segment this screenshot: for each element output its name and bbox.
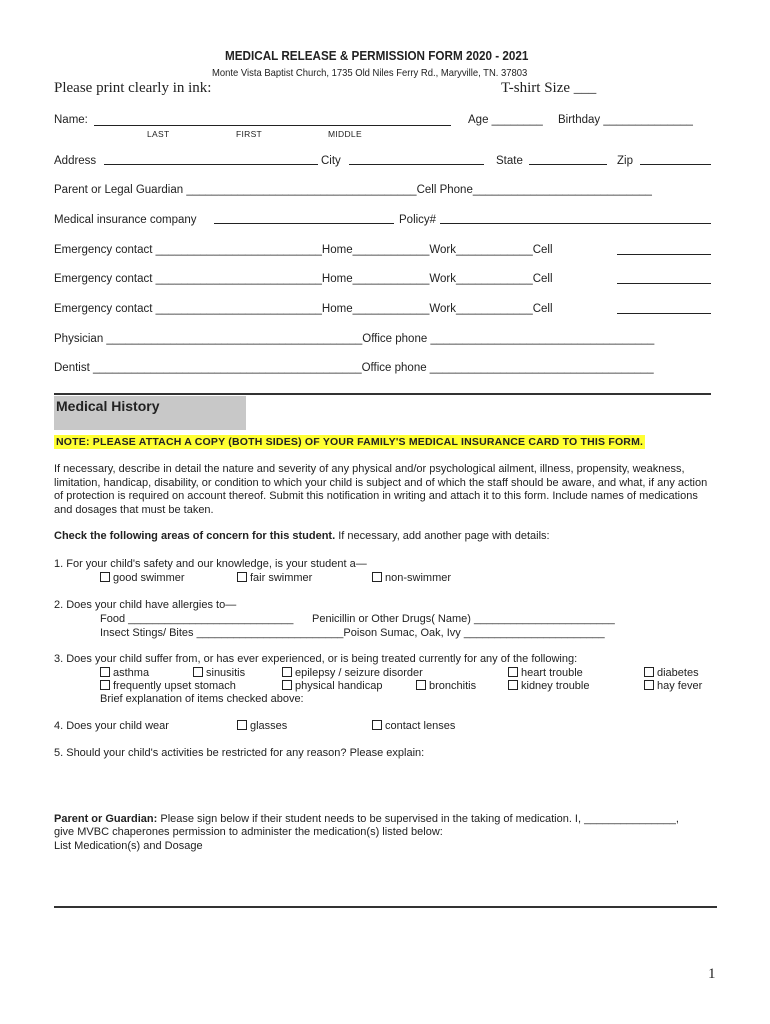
- guardian-permission-line2: give MVBC chaperones permission to administer the medication(s) listed below:: [54, 826, 443, 838]
- middle-label: MIDDLE: [328, 129, 362, 139]
- option-kidney-trouble[interactable]: [508, 680, 590, 692]
- insurance-card-note: NOTE: PLEASE ATTACH A COPY (BOTH SIDES) OF YOUR FAMILY'S MEDICAL INSURANCE CARD TO THIS FORM.: [56, 436, 644, 448]
- option-label: good swimmer: [113, 572, 185, 584]
- food-allergy-field[interactable]: Food ___________________________: [100, 613, 294, 625]
- dentist-field[interactable]: Dentist __________________________________________Office phone ___________________________________: [54, 362, 654, 374]
- first-label: FIRST: [236, 129, 263, 139]
- checkbox-icon[interactable]: [193, 667, 203, 677]
- option-epilepsy[interactable]: [282, 667, 423, 679]
- zip-label: Zip: [617, 155, 633, 167]
- check-instructions: [54, 530, 550, 542]
- checkbox-icon[interactable]: [100, 680, 110, 690]
- guardian-permission-text[interactable]: Please sign below if their student needs to be supervised in the taking of medication. I, _______________,: [157, 813, 679, 825]
- question-5: 5. Should your child's activities be restricted for any reason? Please explain:: [54, 747, 425, 759]
- checkbox-icon[interactable]: [237, 720, 247, 730]
- option-diabetes[interactable]: [644, 667, 699, 679]
- church-address: Monte Vista Baptist Church, 1735 Old Niles Ferry Rd., Maryville, TN. 37803: [212, 67, 528, 79]
- option-label: non-swimmer: [385, 572, 452, 584]
- option-heart-trouble[interactable]: [508, 667, 583, 679]
- insurance-input-line[interactable]: [214, 223, 394, 224]
- option-upset-stomach[interactable]: [100, 680, 236, 692]
- check-instructions-bold: Check the following areas of concern for this student.: [54, 530, 336, 542]
- option-label: sinusitis: [206, 667, 246, 679]
- option-label: hay fever: [657, 680, 703, 692]
- name-label: Name:: [54, 114, 88, 126]
- checkbox-icon[interactable]: [372, 720, 382, 730]
- option-sinusitis[interactable]: [193, 667, 245, 679]
- insurance-label: Medical insurance company: [54, 214, 197, 226]
- emergency-cell-line-1[interactable]: [617, 254, 711, 255]
- option-glasses[interactable]: [237, 720, 287, 732]
- check-instructions-rest: If necessary, add another page with details:: [335, 530, 550, 542]
- checkbox-icon[interactable]: [416, 680, 426, 690]
- option-label: asthma: [113, 667, 150, 679]
- tshirt-size-field[interactable]: T-shirt Size ___: [501, 80, 597, 96]
- state-label: State: [496, 155, 523, 167]
- option-physical-handicap[interactable]: [282, 680, 382, 692]
- medication-list-label: List Medication(s) and Dosage: [54, 840, 203, 852]
- option-label: diabetes: [657, 667, 699, 679]
- question-4: 4. Does your child wear: [54, 720, 169, 732]
- option-bronchitis[interactable]: [416, 680, 476, 692]
- emergency-cell-line-2[interactable]: [617, 283, 711, 284]
- insect-allergy-field[interactable]: Insect Stings/ Bites ________________________Poison Sumac, Oak, Ivy _______________________: [100, 627, 605, 639]
- drug-allergy-field[interactable]: Penicillin or Other Drugs( Name) _______________________: [312, 613, 615, 625]
- state-input-line[interactable]: [529, 164, 607, 165]
- option-label: kidney trouble: [521, 680, 590, 692]
- option-fair-swimmer[interactable]: [237, 572, 312, 584]
- question-3: 3. Does your child suffer from, or has ever experienced, or is being treated currently for any of the following:: [54, 653, 578, 665]
- emergency-contact-3[interactable]: Emergency contact __________________________Home____________Work____________Cell: [54, 303, 553, 315]
- option-label: glasses: [250, 720, 288, 732]
- print-note: Please print clearly in ink:: [54, 80, 212, 96]
- question-1: 1. For your child's safety and our knowledge, is your student a—: [54, 558, 367, 570]
- address-label: Address: [54, 155, 97, 167]
- emergency-cell-line-3[interactable]: [617, 313, 711, 314]
- medical-history-title: Medical History: [56, 398, 160, 414]
- guardian-permission-bold: Parent or Guardian:: [54, 813, 158, 825]
- guardian-permission: [54, 813, 679, 825]
- guardian-field[interactable]: Parent or Legal Guardian ____________________________________Cell Phone____________________________: [54, 184, 652, 196]
- option-label: contact lenses: [385, 720, 456, 732]
- name-input-line[interactable]: [94, 125, 451, 126]
- option-label: physical handicap: [295, 680, 383, 692]
- checkbox-icon[interactable]: [282, 680, 292, 690]
- checkbox-icon[interactable]: [508, 680, 518, 690]
- option-contact-lenses[interactable]: [372, 720, 455, 732]
- checkbox-icon[interactable]: [644, 667, 654, 677]
- intro-paragraph: If necessary, describe in detail the nature and severity of any physical and/or psychological ailment, illness, propensity, weakness, limitation, handicap, disability, or condition to which your child is subject and of which the staff should be aware, and what, if any action of protection is required on account thereof. Submit this notification in writing and attach it to this form. Include names of medications and dosages that must be taken.: [54, 463, 708, 516]
- emergency-contact-1[interactable]: Emergency contact __________________________Home____________Work____________Cell: [54, 244, 553, 256]
- section-divider: [54, 393, 711, 395]
- option-label: frequently upset stomach: [113, 680, 236, 692]
- option-label: bronchitis: [429, 680, 477, 692]
- checkbox-icon[interactable]: [100, 667, 110, 677]
- city-input-line[interactable]: [349, 164, 484, 165]
- checkbox-icon[interactable]: [508, 667, 518, 677]
- physician-field[interactable]: Physician ________________________________________Office phone ___________________________________: [54, 333, 655, 345]
- address-input-line[interactable]: [104, 164, 318, 165]
- option-label: epilepsy / seizure disorder: [295, 667, 423, 679]
- city-label: City: [321, 155, 341, 167]
- page-number: 1: [708, 966, 716, 982]
- birthday-field[interactable]: Birthday ______________: [558, 114, 693, 126]
- option-label: heart trouble: [521, 667, 583, 679]
- form-title: MEDICAL RELEASE & PERMISSION FORM 2020 - 2021: [225, 48, 529, 63]
- checkbox-icon[interactable]: [372, 572, 382, 582]
- question-2: 2. Does your child have allergies to—: [54, 599, 237, 611]
- policy-label: Policy#: [399, 214, 437, 226]
- option-non-swimmer[interactable]: [372, 572, 451, 584]
- medical-history-header: [54, 396, 246, 430]
- option-asthma[interactable]: [100, 667, 149, 679]
- age-field[interactable]: Age ________: [468, 114, 543, 126]
- brief-explanation-label: Brief explanation of items checked above:: [100, 693, 304, 705]
- checkbox-icon[interactable]: [282, 667, 292, 677]
- footer-divider: [54, 906, 717, 908]
- option-hay-fever[interactable]: [644, 680, 702, 692]
- checkbox-icon[interactable]: [100, 572, 110, 582]
- checkbox-icon[interactable]: [644, 680, 654, 690]
- last-label: LAST: [147, 129, 170, 139]
- option-good-swimmer[interactable]: [100, 572, 185, 584]
- checkbox-icon[interactable]: [237, 572, 247, 582]
- emergency-contact-2[interactable]: Emergency contact __________________________Home____________Work____________Cell: [54, 273, 553, 285]
- option-label: fair swimmer: [250, 572, 313, 584]
- policy-input-line[interactable]: [440, 223, 711, 224]
- zip-input-line[interactable]: [640, 164, 711, 165]
